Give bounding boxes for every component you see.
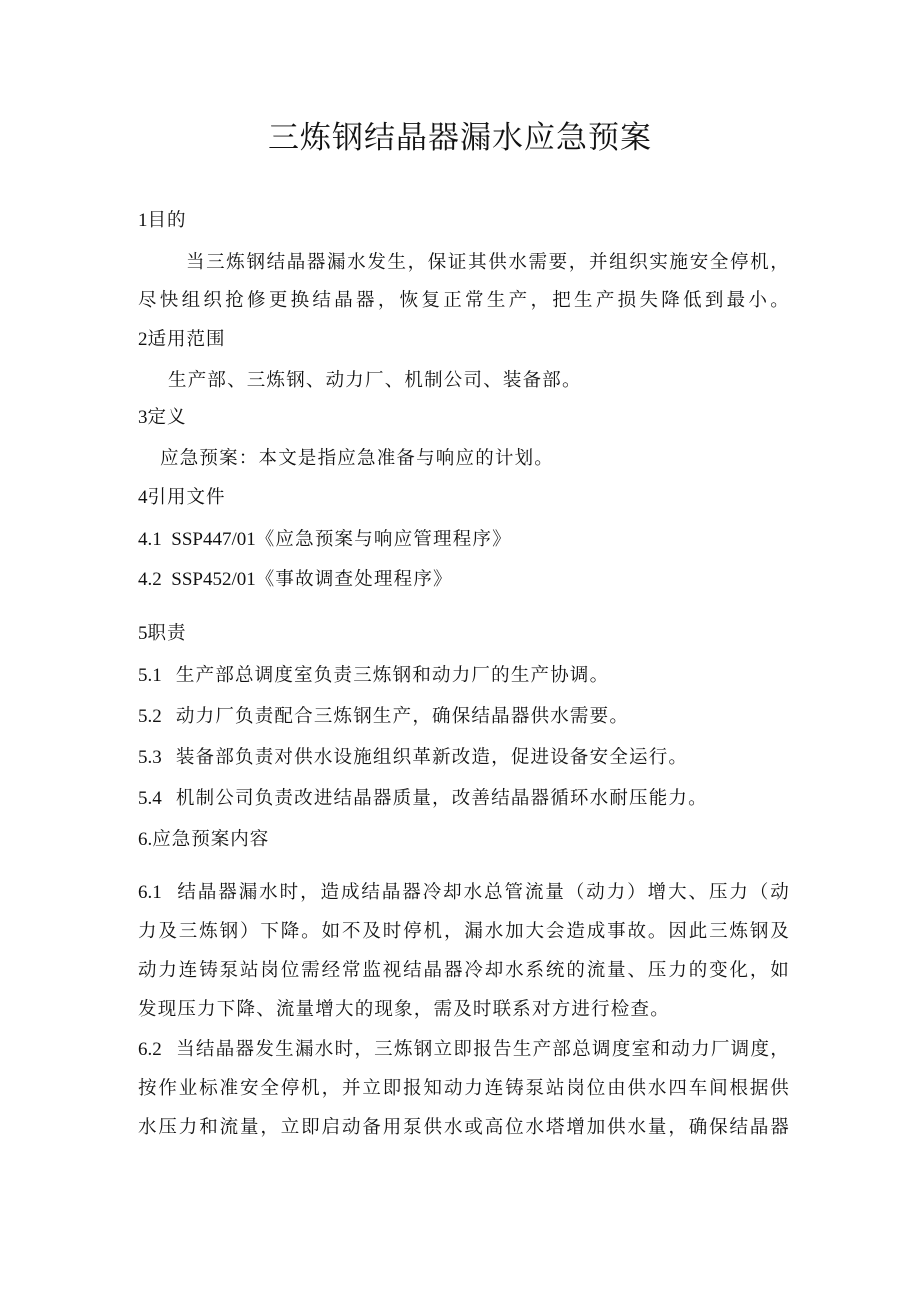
duty-5-1	[138, 663, 609, 689]
item-text: 当结晶器发生漏水时，三炼钢立即报告生产部总调度室和动力厂调度，	[176, 1039, 790, 1060]
section-2-paragraph: 生产部、三炼钢、动力厂、机制公司、装备部。	[168, 370, 582, 391]
item-number: 6.1	[138, 882, 162, 903]
section-3-heading	[138, 405, 187, 431]
section-5-heading	[138, 621, 187, 647]
reference-4-2	[138, 567, 453, 593]
clause-6-2-line-2: 按作业标准安全停机，并立即报知动力连铸泵站岗位由供水四车间根据供	[138, 1078, 790, 1099]
section-number: 2	[138, 329, 148, 350]
clause-6-2-line-3: 水压力和流量，立即启动备用泵供水或高位水塔增加供水量，确保结晶器	[138, 1117, 790, 1138]
clause-6-2-line-1	[138, 1037, 790, 1063]
section-1-paragraph-line-2: 尽快组织抢修更换结晶器，恢复正常生产，把生产损失降低到最小。	[138, 290, 790, 311]
item-number: 5.2	[138, 706, 162, 727]
duty-5-3	[138, 745, 688, 771]
reference-code: 4.1 SSP447/01	[138, 529, 256, 550]
reference-code: 4.2 SSP452/01	[138, 569, 256, 590]
duty-5-4	[138, 786, 708, 812]
section-3-paragraph: 应急预案：本文是指应急准备与响应的计划。	[160, 448, 555, 469]
section-2-heading	[138, 327, 226, 353]
section-title: 引用文件	[147, 487, 226, 508]
section-title: 应急预案内容	[152, 829, 270, 850]
section-1-paragraph-line-1: 当三炼钢结晶器漏水发生，保证其供水需要，并组织实施安全停机，	[186, 252, 790, 273]
reference-4-1	[138, 527, 512, 553]
item-text: 动力厂负责配合三炼钢生产，确保结晶器供水需要。	[175, 706, 630, 727]
clause-6-1-line-2: 力及三炼钢）下降。如不及时停机，漏水加大会造成事故。因此三炼钢及	[138, 921, 790, 942]
section-1-heading	[138, 208, 187, 234]
item-number: 6.2	[138, 1039, 162, 1060]
section-number: 6.	[138, 829, 153, 850]
item-text: 结晶器漏水时，造成结晶器冷却水总管流量（动力）增大、压力（动	[177, 882, 790, 903]
item-text: 装备部负责对供水设施组织革新改造，促进设备安全运行。	[175, 747, 689, 768]
section-number: 4	[138, 487, 148, 508]
section-title: 目的	[147, 210, 187, 231]
section-number: 1	[138, 210, 148, 231]
item-text: 机制公司负责改进结晶器质量，改善结晶器循环水耐压能力。	[175, 788, 708, 809]
section-6-heading	[138, 827, 269, 853]
item-number: 5.1	[138, 665, 162, 686]
section-4-heading	[138, 485, 226, 511]
section-number: 5	[138, 623, 148, 644]
section-title: 职责	[147, 623, 187, 644]
clause-6-1-line-1	[138, 880, 790, 906]
clause-6-1-line-3: 动力连铸泵站岗位需经常监视结晶器冷却水系统的流量、压力的变化，如	[138, 960, 790, 981]
duty-5-2	[138, 704, 629, 730]
reference-title: 《事故调查处理程序》	[255, 569, 453, 590]
item-number: 5.4	[138, 788, 162, 809]
reference-title: 《应急预案与响应管理程序》	[255, 529, 512, 550]
clause-6-1-line-4: 发现压力下降、流量增大的现象，需及时联系对方进行检查。	[138, 999, 670, 1020]
section-number: 3	[138, 407, 148, 428]
item-text: 生产部总调度室负责三炼钢和动力厂的生产协调。	[175, 665, 610, 686]
section-title: 适用范围	[147, 329, 226, 350]
item-number: 5.3	[138, 747, 162, 768]
section-title: 定义	[147, 407, 187, 428]
document-title: 三炼钢结晶器漏水应急预案	[268, 120, 652, 156]
